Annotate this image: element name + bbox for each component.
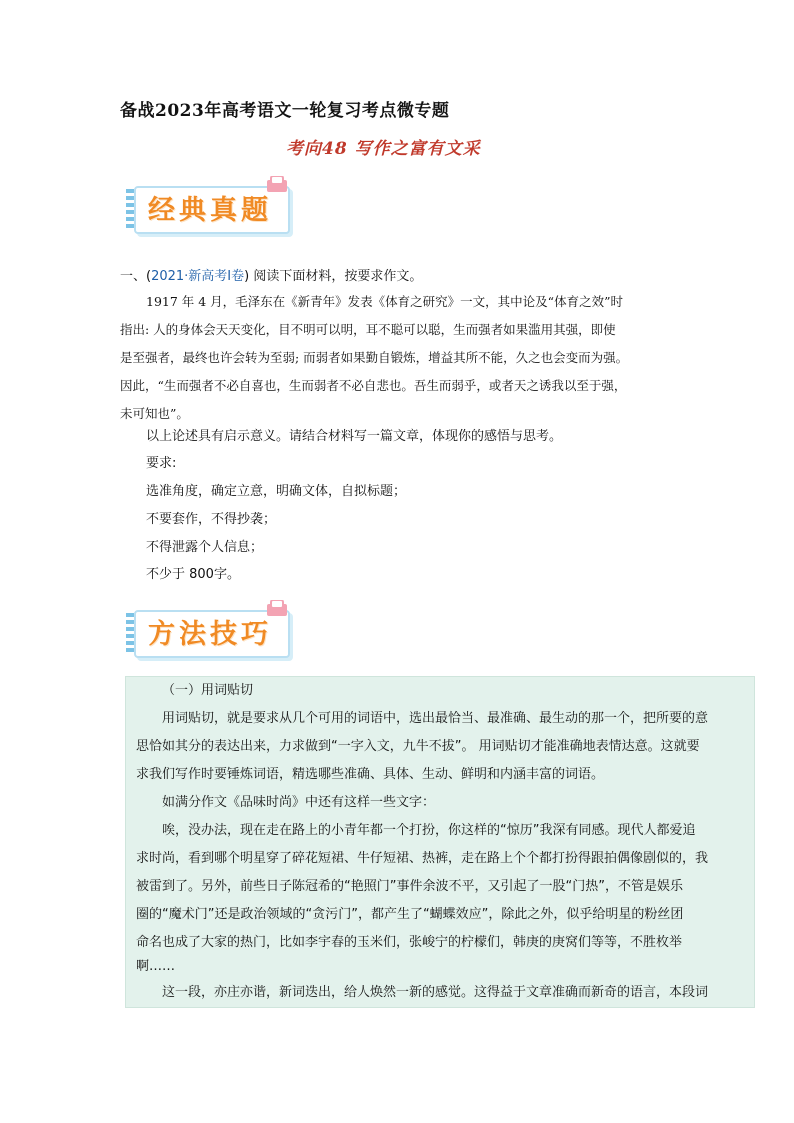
method-line: 唉，没办法，现在走在路上的小青年都一个打扮，你这样的“惊历”我深有同感。现代人都爱追 [162, 823, 696, 838]
material-line: 指出: 人的身体会天天变化，目不明可以明，耳不聪可以聪，生而强者如果滥用其强，即使 [120, 322, 616, 337]
material-line: 是至强者，最终也许会转为至弱; 而弱者如果勤自锻炼，增益其所不能，久之也会变而为强。 [120, 350, 629, 365]
requirement-item: 不得泄露个人信息； [146, 540, 264, 555]
method-line: 命名也成了大家的热门，比如李宇春的玉米们，张峻宁的柠檬们，韩庚的庚窝们等等，不胜枚举 [136, 935, 683, 950]
method-line: 啊…… [136, 959, 176, 974]
question-prefix: 一、( [120, 269, 152, 284]
method-line: 如满分作文《品味时尚》中还有这样一些文字： [162, 795, 436, 810]
question-source: 2021·新高考Ⅰ卷 [151, 269, 245, 284]
section-banner-methods [126, 602, 294, 660]
method-line: 圈的“魔术门”还是政治领域的“贪污门”，都产生了“蝴蝶效应”，除此之外，似乎给明星的粉丝团 [136, 907, 684, 922]
method-line: 被雷到了。另外，前些日子陈冠希的“艳照门”事件余波不平，又引起了一股“门热”，不管是娱乐 [136, 879, 683, 894]
method-heading: （一）用词贴切 [162, 683, 254, 698]
requirement-item: 选准角度，确定立意，明确文体，自拟标题； [146, 484, 407, 499]
document-title: 备战2023年高考语文一轮复习考点微专题 [120, 101, 450, 121]
document-subtitle: 考向48 写作之富有文采 [286, 139, 481, 159]
method-line: 求我们写作时要锤炼词语，精选哪些准确、具体、生动、鲜明和内涵丰富的词语。 [136, 767, 605, 782]
method-line: 用词贴切，就是要求从几个可用的词语中，选出最恰当、最准确、最生动的那一个，把所要的意 [162, 711, 709, 726]
method-content-box [125, 676, 755, 1008]
method-line: 思恰如其分的表达出来，力求做到“一字入文，九牛不拔”。 用词贴切才能准确地表情达意。这就要 [136, 739, 700, 754]
requirement-item: 不要套作，不得抄袭； [146, 512, 277, 527]
material-line: 因此，“生而强者不必自喜也，生而弱者不必自悲也。吾生而弱乎，或者天之诱我以至于强， [120, 378, 627, 393]
section-banner-classic-questions [126, 178, 294, 236]
banner-stripe [126, 188, 134, 228]
material-line: 未可知也”。 [120, 406, 189, 421]
method-line: 求时尚，看到哪个明星穿了碎花短裙、牛仔短裙、热裤，走在路上个个都打扮得跟拍偶像剧似的，我 [136, 851, 709, 866]
banner-label: 方法技巧 [148, 619, 272, 650]
requirements-title: 要求: [146, 456, 177, 471]
question-instruction: ) 阅读下面材料，按要求作文。 [244, 269, 423, 284]
paper-clip-icon [264, 176, 290, 196]
material-line: 1917 年 4 月，毛泽东在《新青年》发表《体育之研究》一文，其中论及“体育之效”时 [146, 294, 623, 309]
paper-clip-icon [264, 600, 290, 620]
banner-stripe [126, 612, 134, 652]
banner-label: 经典真题 [148, 195, 272, 226]
question-prompt: 以上论述具有启示意义。请结合材料写一篇文章，体现你的感悟与思考。 [146, 429, 563, 444]
question-header [120, 264, 422, 290]
requirement-item: 不少于 800字。 [146, 567, 240, 582]
method-line: 这一段，亦庄亦谐，新词迭出，给人焕然一新的感觉。这得益于文章准确而新奇的语言，本段词 [162, 985, 709, 1000]
